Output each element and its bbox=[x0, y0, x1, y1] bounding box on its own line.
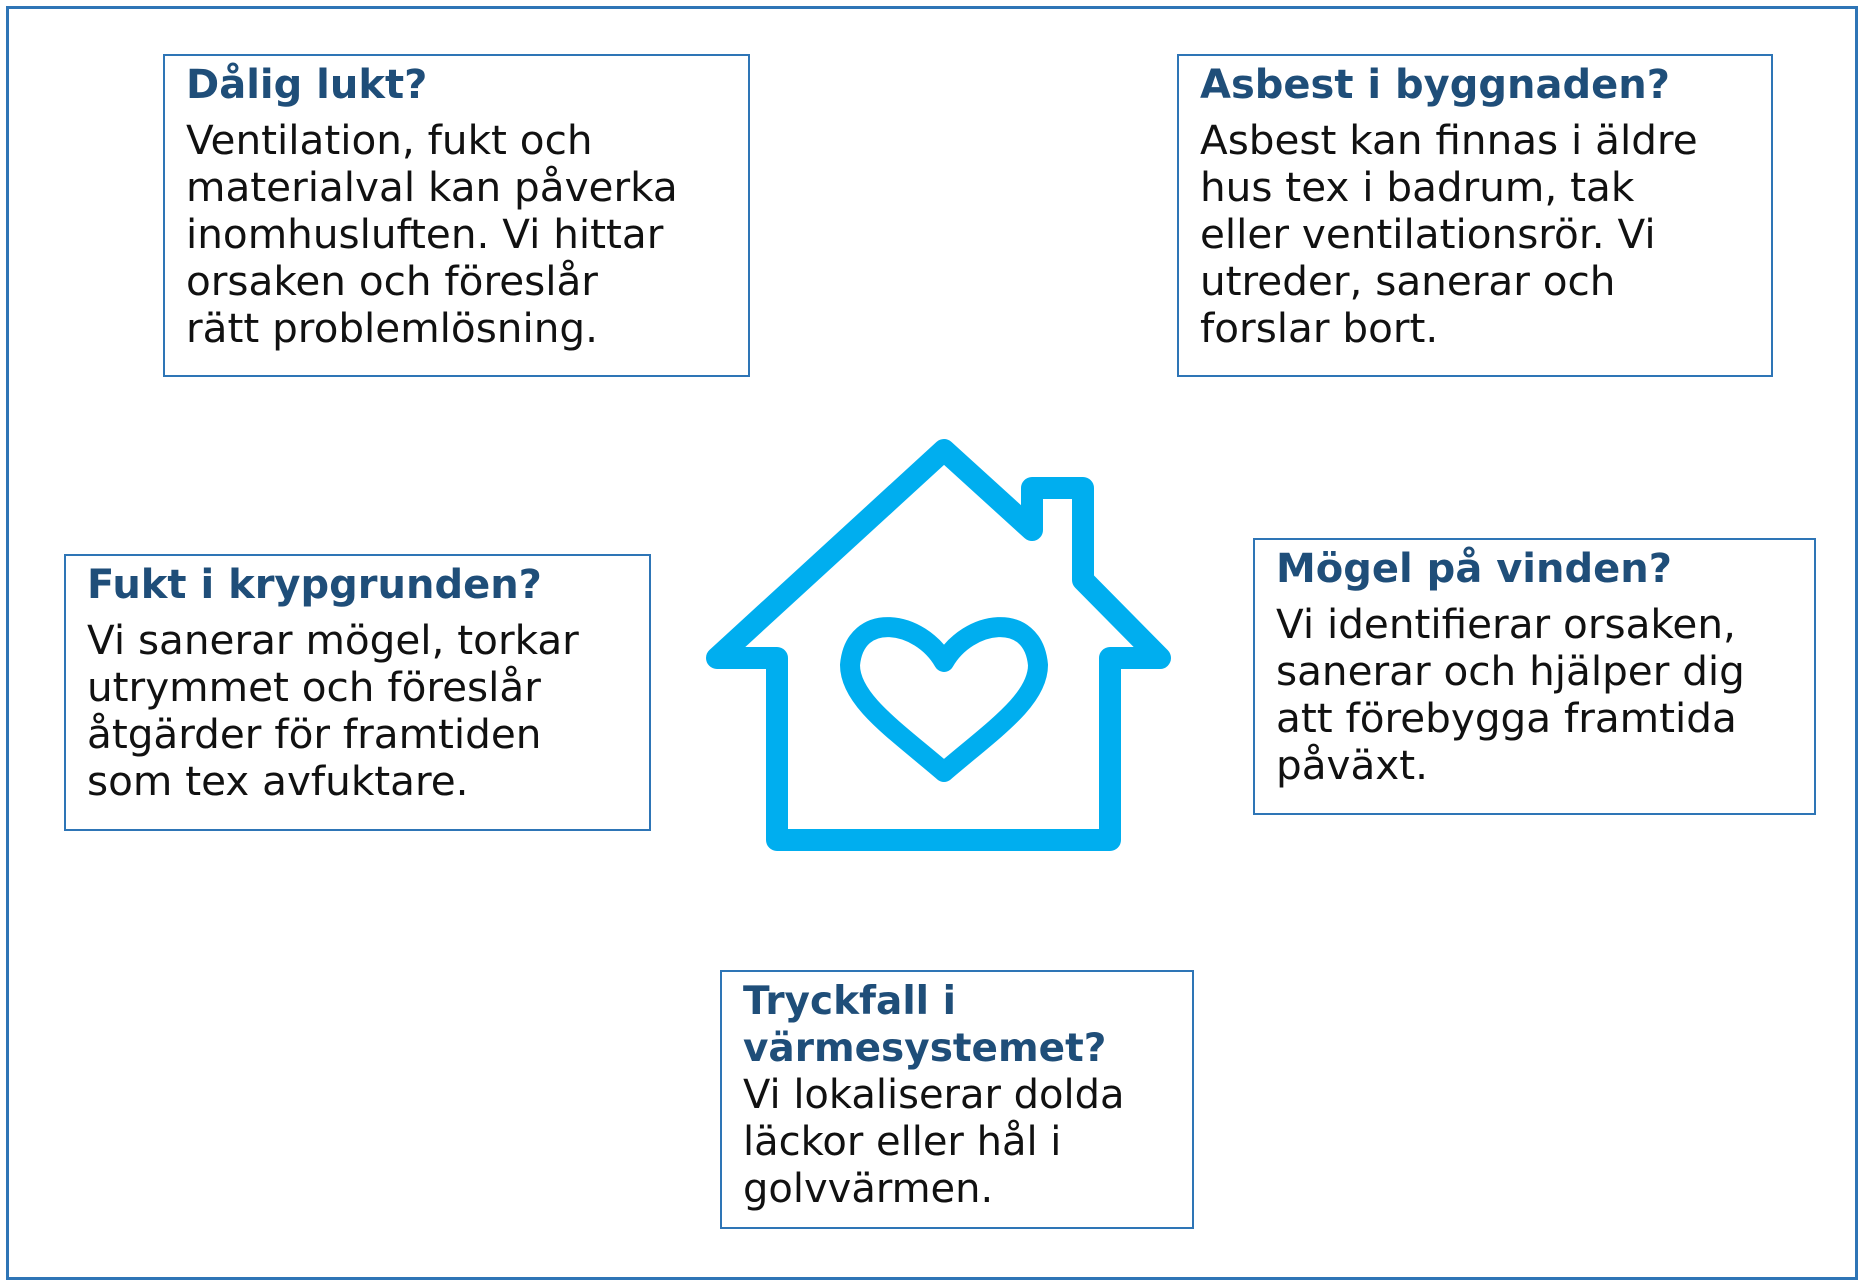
card-text-line: Vi sanerar mögel, torkar bbox=[87, 616, 579, 664]
card-text-line: åtgärder för framtiden bbox=[87, 710, 542, 758]
card-text-line: utreder, sanerar och bbox=[1200, 257, 1616, 305]
card-title: värmesystemet? bbox=[743, 1026, 1107, 1071]
card-text-line: hus tex i badrum, tak bbox=[1200, 163, 1635, 211]
card-title: Asbest i byggnaden? bbox=[1200, 62, 1670, 108]
card-title: Tryckfall i bbox=[743, 979, 956, 1024]
card-tryckfall bbox=[720, 970, 1194, 1229]
card-title: Fukt i krypgrunden? bbox=[87, 562, 542, 608]
card-title: Mögel på vinden? bbox=[1276, 546, 1672, 592]
card-text-line: golvvärmen. bbox=[743, 1166, 994, 1212]
card-text-line: att förebygga framtida bbox=[1276, 694, 1737, 742]
card-text-line: som tex avfuktare. bbox=[87, 757, 469, 805]
card-text-line: Asbest kan finnas i äldre bbox=[1200, 116, 1698, 164]
card-text-line: materialval kan påverka bbox=[186, 163, 678, 211]
card-asbest bbox=[1177, 54, 1773, 377]
card-text-line: Vi identifierar orsaken, bbox=[1276, 600, 1736, 648]
card-mogel-vind bbox=[1253, 538, 1816, 815]
house-with-heart-icon bbox=[700, 430, 1200, 890]
card-text-line: eller ventilationsrör. Vi bbox=[1200, 210, 1656, 258]
card-text-line: Ventilation, fukt och bbox=[186, 116, 593, 164]
heart-icon bbox=[850, 627, 1038, 772]
card-text-line: Vi lokaliserar dolda bbox=[743, 1072, 1125, 1118]
card-title: Dålig lukt? bbox=[186, 62, 428, 108]
card-dalig-lukt bbox=[163, 54, 750, 377]
card-text-line: orsaken och föreslår bbox=[186, 257, 598, 305]
card-text-line: inomhusluften. Vi hittar bbox=[186, 210, 664, 258]
card-text-line: läckor eller hål i bbox=[743, 1119, 1062, 1165]
card-text-line: rätt problemlösning. bbox=[186, 304, 598, 352]
card-text-line: påväxt. bbox=[1276, 741, 1429, 789]
card-text-line: sanerar och hjälper dig bbox=[1276, 647, 1745, 695]
card-text-line: forslar bort. bbox=[1200, 304, 1439, 352]
card-text-line: utrymmet och föreslår bbox=[87, 663, 541, 711]
card-fukt-krypgrund bbox=[64, 554, 651, 831]
